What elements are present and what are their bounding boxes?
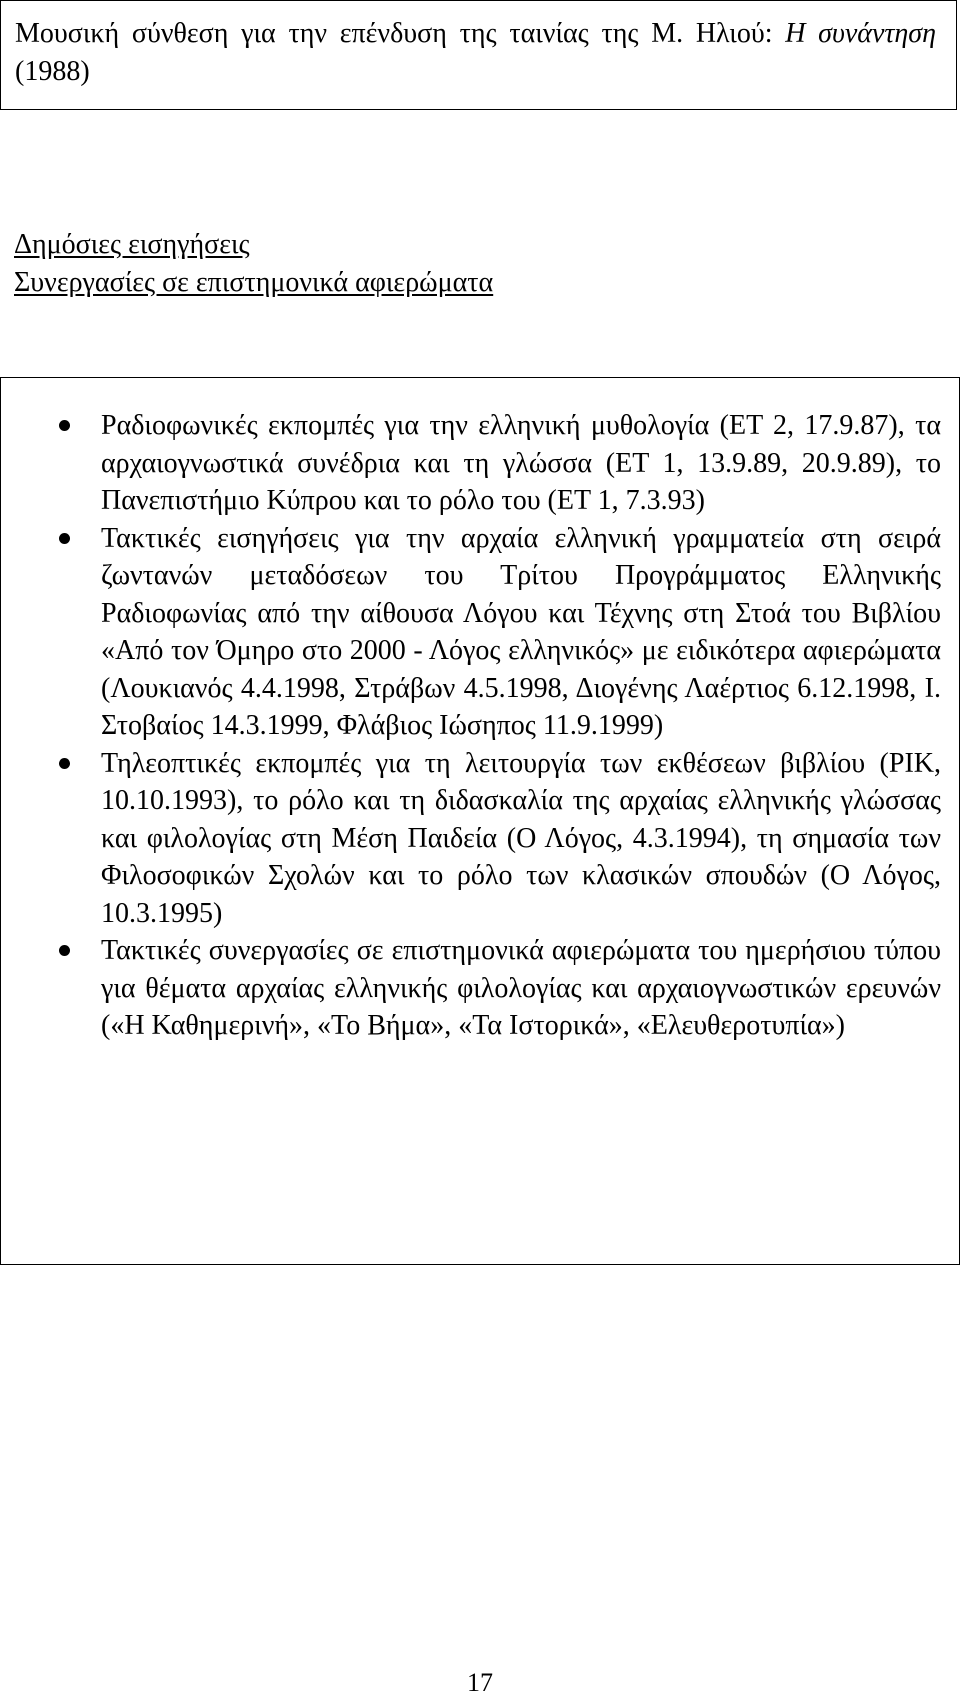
list-item <box>1 745 960 933</box>
bullet-icon <box>59 758 70 769</box>
list-item-text: Ραδιοφωνικές εκπομπές για την ελληνική μυθολογία (ΕΤ 2, 17.9.87), τα αρχαιογνωστικά συνέδρια και τη γλώσσα (ΕΤ 1, 13.9.89, 20.9.89), το Πανεπιστήμιο Κύπρου και το ρόλο του (ΕΤ 1, 7.3.93) <box>101 410 941 516</box>
bullet-icon <box>59 945 70 956</box>
list-item <box>1 520 960 745</box>
list-item <box>1 932 960 1045</box>
bullet-icon <box>59 420 70 431</box>
page-number: 17 <box>467 1668 493 1697</box>
film-music-text: Μουσική σύνθεση για την επένδυση της ταινίας της Μ. Ηλιού: <box>15 18 786 49</box>
heading-public-talks: Δημόσιες εισηγήσεις <box>14 229 250 260</box>
film-music-box <box>0 0 957 110</box>
activities-list <box>1 407 960 1045</box>
film-year: (1988) <box>15 56 90 87</box>
film-title: Η συνάντηση <box>785 18 937 49</box>
activities-box <box>0 377 960 1265</box>
list-item-text: Τηλεοπτικές εκπομπές για τη λειτουργία των εκθέσεων βιβλίου (ΡΙΚ, 10.10.1993), το ρόλο και τη διδασκαλία της αρχαίας ελληνικής γλώσσας και φιλολογίας στη Μέση Παιδεία (Ο Λόγος, 4.3.1994), τη σημασία των Φιλοσοφικών Σχολών και το ρόλο των κλασικών σπουδών (Ο Λόγος, 10.3.1995) <box>101 747 941 929</box>
bullet-icon <box>59 533 70 544</box>
list-item <box>1 407 960 520</box>
heading-collaborations: Συνεργασίες σε επιστημονικά αφιερώματα <box>14 267 494 298</box>
section-headings <box>14 226 493 302</box>
list-item-text: Τακτικές εισηγήσεις για την αρχαία ελληνική γραμματεία στη σειρά ζωντανών μεταδόσεων του Τρίτου Προγράμματος Ελληνικής Ραδιοφωνίας από την αίθουσα Λόγου και Τέχνης στη Στοά του Βιβλίου «Από τον Όμηρο στο 2000 - Λόγος ελληνικός» με ειδικότερα αφιερώματα (Λουκιανός 4.4.1998, Στράβων 4.5.1998, Διογένης Λαέρτιος 6.12.1998, Ι. Στοβαίος 14.3.1999, Φλάβιος Ιώσηπος 11.9.1999) <box>101 522 941 741</box>
list-item-text: Τακτικές συνεργασίες σε επιστημονικά αφιερώματα του ημερήσιου τύπου για θέματα αρχαίας ελληνικής φιλολογίας και αρχαιογνωστικών ερευνών («Η Καθημερινή», «Το Βήμα», «Τα Ιστορικά», «Ελευθεροτυπία») <box>101 935 941 1041</box>
